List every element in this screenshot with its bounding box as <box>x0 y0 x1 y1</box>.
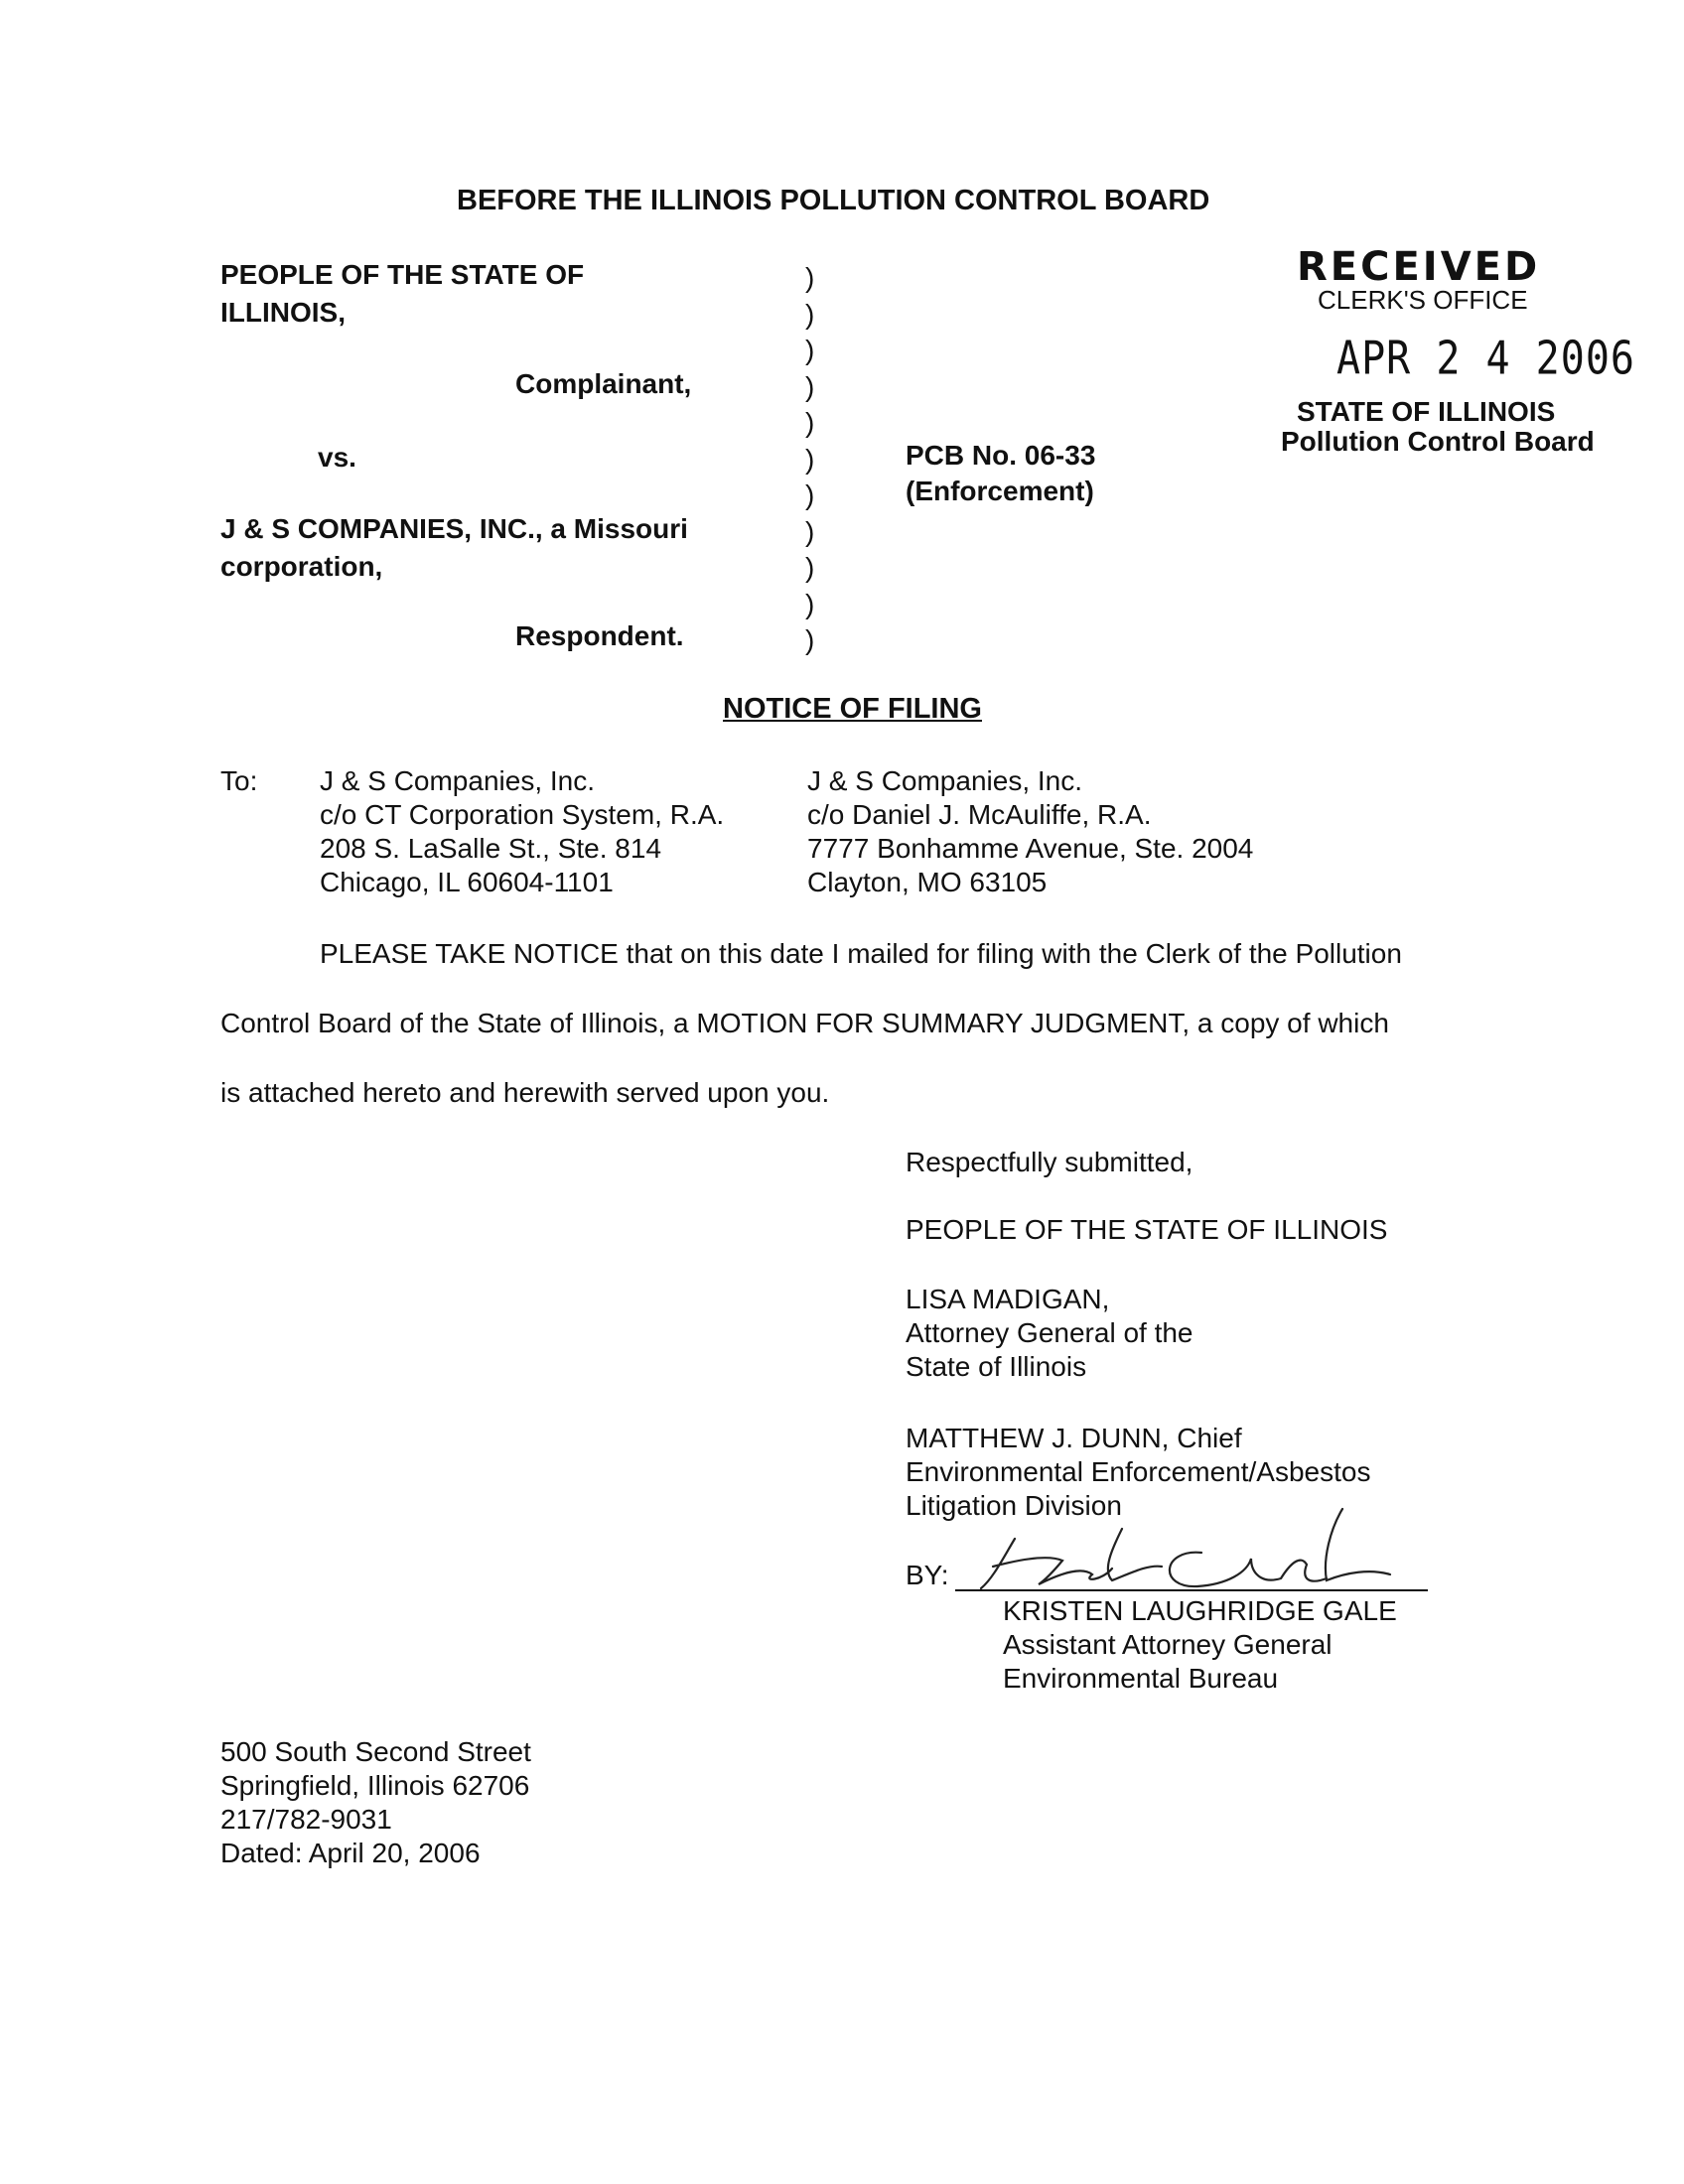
body-line-1: PLEASE TAKE NOTICE that on this date I mailed for filing with the Clerk of the Pollution <box>320 938 1402 969</box>
caption-paren: ) <box>805 407 815 438</box>
received-stamp-title: RECEIVED <box>1297 244 1541 290</box>
signer-name: KRISTEN LAUGHRIDGE GALE <box>1003 1595 1397 1626</box>
footer-street: 500 South Second Street <box>220 1736 531 1767</box>
caption-paren: ) <box>805 479 815 510</box>
chief-title-1: Environmental Enforcement/Asbestos <box>906 1456 1371 1487</box>
received-stamp-office: CLERK'S OFFICE <box>1318 285 1528 315</box>
signer-title-2: Environmental Bureau <box>1003 1663 1279 1694</box>
caption-paren: ) <box>805 515 815 547</box>
recipient-address-1 <box>320 764 724 899</box>
caption-paren: ) <box>805 298 815 330</box>
respondent-label: Respondent. <box>515 620 684 651</box>
caption-paren: ) <box>805 262 815 293</box>
footer-phone: 217/782-9031 <box>220 1804 392 1835</box>
footer-dated: Dated: April 20, 2006 <box>220 1838 481 1868</box>
signer-block <box>1003 1594 1397 1696</box>
caption-paren: ) <box>805 335 815 365</box>
chief-name: MATTHEW J. DUNN, Chief <box>906 1423 1242 1453</box>
recipient-street: 7777 Bonhamme Avenue, Ste. 2004 <box>807 833 1254 864</box>
plaintiff-line-1: PEOPLE OF THE STATE OF <box>220 259 585 290</box>
recipient-address-2 <box>807 764 1253 899</box>
case-number: PCB No. 06-33 <box>906 440 1096 471</box>
by-label: BY: <box>906 1560 949 1590</box>
respondent-line-2: corporation, <box>220 551 383 582</box>
recipient-city: Chicago, IL 60604-1101 <box>320 867 614 897</box>
respondent-line-1: J & S COMPANIES, INC., a Missouri <box>220 513 688 544</box>
ag-title-2: State of Illinois <box>906 1351 1087 1382</box>
caption-paren: ) <box>805 552 815 583</box>
plaintiff-line-2: ILLINOIS, <box>220 297 346 328</box>
caption-parenthesis-column <box>805 260 814 659</box>
ag-title-1: Attorney General of the <box>906 1317 1193 1348</box>
recipient-care-of: c/o Daniel J. McAuliffe, R.A. <box>807 799 1152 830</box>
handwritten-signature <box>953 1489 1430 1598</box>
received-stamp-date: APR 2 4 2006 <box>1336 333 1635 385</box>
recipient-care-of: c/o CT Corporation System, R.A. <box>320 799 725 830</box>
ag-name: LISA MADIGAN, <box>906 1284 1110 1314</box>
party-name: PEOPLE OF THE STATE OF ILLINOIS <box>906 1214 1388 1245</box>
footer-address <box>220 1735 531 1870</box>
received-stamp-state: STATE OF ILLINOIS <box>1297 396 1556 427</box>
chief-title-2: Litigation Division <box>906 1490 1122 1521</box>
recipient-city: Clayton, MO 63105 <box>807 867 1048 897</box>
body-line-2: Control Board of the State of Illinois, a MOTION FOR SUMMARY JUDGMENT, a copy of which <box>220 1008 1389 1038</box>
recipient-street: 208 S. LaSalle St., Ste. 814 <box>320 833 662 864</box>
recipient-name: J & S Companies, Inc. <box>807 765 1083 796</box>
vs-label: vs. <box>318 442 356 473</box>
board-title: BEFORE THE ILLINOIS POLLUTION CONTROL BOARD <box>457 185 1210 216</box>
case-type: (Enforcement) <box>906 476 1094 506</box>
complainant-label: Complainant, <box>515 368 692 399</box>
received-stamp-board: Pollution Control Board <box>1281 426 1595 457</box>
footer-city: Springfield, Illinois 62706 <box>220 1770 530 1801</box>
recipient-name: J & S Companies, Inc. <box>320 765 596 796</box>
caption-paren: ) <box>805 588 815 619</box>
closing: Respectfully submitted, <box>906 1147 1193 1177</box>
caption-paren: ) <box>805 443 815 475</box>
notice-title: NOTICE OF FILING <box>723 693 982 725</box>
to-label: To: <box>220 765 258 796</box>
attorney-general-block <box>906 1283 1193 1384</box>
body-line-3: is attached hereto and herewith served upon you. <box>220 1077 830 1108</box>
caption-paren: ) <box>805 624 815 655</box>
signer-title-1: Assistant Attorney General <box>1003 1629 1333 1660</box>
caption-paren: ) <box>805 370 815 402</box>
